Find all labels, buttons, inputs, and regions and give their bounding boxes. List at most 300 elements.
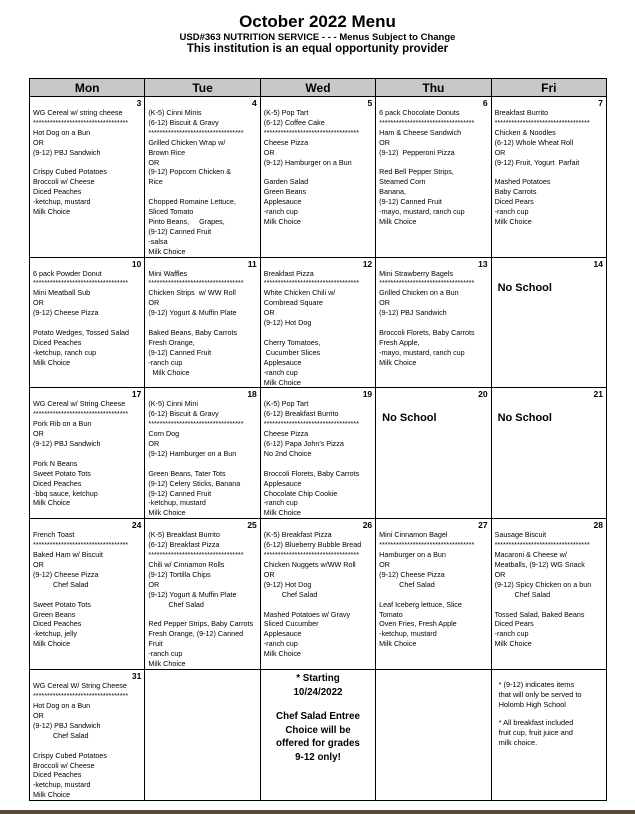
menu-item-line: Milk Choice: [148, 508, 186, 518]
menu-item-line: (9-12) Canned Fruit: [148, 488, 212, 498]
menu-item-line: **********************************: [263, 127, 359, 137]
day-cell: [376, 97, 491, 258]
menu-item-line: Diced Pears: [494, 197, 534, 207]
menu-item-line: Oven Fries, Fresh Apple: [379, 619, 457, 629]
menu-item-line: (9-12) Hamburger on a Bun: [263, 157, 352, 167]
menu-item-line: Breakfast Pizza: [263, 268, 314, 278]
menu-item-line: Milk Choice: [379, 216, 417, 226]
menu-item-line: (6-12) Whole Wheat Roll: [494, 137, 574, 147]
menu-item-line: Fresh Orange,: [148, 337, 195, 347]
menu-item-line: Cucumber Slices: [263, 347, 321, 357]
menu-item-line: -ketchup, mustard: [33, 780, 91, 790]
menu-item-line: Cheese Pizza: [263, 429, 309, 439]
menu-item-line: Chef Salad: [379, 579, 435, 589]
note-line: [499, 710, 603, 718]
menu-item-line: Green Beans: [33, 609, 76, 619]
weekday-header-row: [30, 79, 607, 97]
menu-item-line: OR: [263, 308, 275, 318]
day-cell: [145, 388, 260, 519]
menu-item-line: 6 pack Chocolate Donuts: [379, 108, 460, 117]
menu-item-line: (K-5) Breakfast Pizza: [263, 530, 332, 540]
menu-item-line: Chocolate Chip Cookie: [263, 488, 338, 498]
menu-item-line: [495, 600, 603, 610]
menu-item-line: Milk Choice: [494, 216, 532, 226]
menu-item-line: Milk Choice: [263, 216, 301, 226]
menu-item-line: -ranch cup: [494, 207, 529, 217]
menu-item-line: [379, 318, 487, 328]
menu-item-line: [33, 318, 141, 328]
menu-item-line: Corn Dog: [148, 429, 180, 439]
menu-item-line: **********************************: [263, 419, 359, 429]
menu-item-line: (9-12) PBJ Sandwich: [379, 308, 447, 318]
day-number: 12: [362, 258, 373, 269]
menu-item-line: [379, 590, 487, 600]
menu-item-line: Milk Choice: [379, 639, 417, 649]
menu-calendar-table: [29, 78, 607, 801]
menu-item-line: Mashed Potatoes: [494, 177, 551, 187]
menu-notes: [499, 680, 603, 748]
menu-item-line: French Toast: [33, 530, 75, 540]
menu-item-line: (9-12) Cheese Pizza: [33, 308, 99, 318]
menu-item-line: Macaroni & Cheese w/: [494, 550, 567, 560]
day-cell: [491, 670, 606, 801]
day-number: 21: [593, 389, 603, 400]
menu-item-line: Diced Peaches: [33, 187, 82, 197]
menu-item-line: (K-5) Pop Tart: [263, 399, 309, 409]
weekday-header-fri: Fri: [491, 79, 606, 97]
menu-item-line: Sliced Cucumber: [263, 619, 319, 629]
menu-item-line: Diced Peaches: [33, 770, 82, 780]
menu-items: [148, 530, 256, 669]
bottom-edge-bar: [0, 810, 635, 814]
menu-item-line: -ranch cup: [263, 498, 298, 508]
menu-item-line: Milk Choice: [148, 659, 186, 669]
menu-item-line: Sweet Potato Tots: [33, 599, 91, 609]
note-line: Holomb High School: [498, 700, 566, 710]
day-number: 24: [131, 520, 142, 531]
menu-item-line: **********************************: [379, 278, 475, 288]
menu-item-line: OR: [263, 147, 275, 157]
day-number: 13: [478, 258, 488, 269]
menu-item-line: Mini Meatball Sub: [33, 288, 91, 298]
menu-item-line: -ketchup, ranch cup: [33, 347, 97, 357]
menu-item-line: (6-12) Biscuit & Gravy: [148, 117, 219, 127]
menu-item-line: (9-12) Cheese Pizza: [33, 569, 99, 579]
day-cell: [491, 97, 606, 258]
day-cell: [260, 388, 375, 519]
menu-item-line: Cornbread Square: [263, 298, 323, 308]
menu-item-line: (6-12) Breakfast Burrito: [263, 409, 339, 419]
menu-item-line: Cheese Pizza: [263, 137, 309, 147]
menu-item-line: OR: [33, 298, 44, 308]
day-cell: [30, 519, 145, 670]
menu-item-line: Milk Choice: [148, 246, 186, 256]
menu-items: [148, 399, 256, 518]
day-number: 3: [136, 98, 142, 108]
menu-item-line: **********************************: [148, 550, 244, 560]
menu-item-line: Crispy Cubed Potatoes: [33, 750, 107, 760]
menu-items: [264, 269, 372, 388]
menu-item-line: **********************************: [33, 278, 129, 288]
menu-item-line: Chili w/ Cinnamon Rolls: [148, 560, 225, 570]
menu-item-line: **********************************: [263, 550, 359, 560]
menu-item-line: Chef Salad: [148, 599, 204, 609]
menu-item-line: (9-12) Pepperoni Pizza: [379, 147, 455, 157]
chef-salad-announcement: [264, 672, 372, 764]
menu-item-line: (9-12) PBJ Sandwich: [33, 147, 101, 157]
day-cell: [260, 257, 375, 388]
weekday-header-wed: Wed: [260, 79, 375, 97]
menu-item-line: White Chicken Chili w/: [263, 288, 336, 298]
announcement-line: offered for grades: [276, 738, 360, 750]
menu-item-line: Baby Carrots: [494, 187, 537, 197]
menu-item-line: **********************************: [148, 127, 244, 137]
menu-item-line: Green Beans: [263, 187, 307, 197]
menu-items: [264, 108, 372, 227]
menu-item-line: **********************************: [148, 278, 244, 288]
weekday-header-mon: Mon: [30, 79, 145, 97]
menu-item-line: -bbq sauce, ketchup: [33, 488, 98, 498]
menu-items: [379, 530, 487, 649]
menu-item-line: [33, 741, 141, 751]
menu-item-line: OR: [263, 569, 275, 579]
menu-item-line: (9-12) Yogurt & Muffin Plate: [148, 308, 237, 318]
menu-item-line: Sliced Tomato: [148, 207, 194, 217]
day-number: 11: [247, 258, 257, 269]
menu-item-line: **********************************: [33, 691, 129, 701]
menu-title: October 2022 Menu: [239, 12, 396, 31]
menu-item-line: (9-12) Canned Fruit: [379, 197, 442, 207]
day-cell: [145, 97, 260, 258]
weekday-header-tue: Tue: [145, 79, 260, 97]
menu-item-line: -salsa: [148, 236, 168, 246]
menu-item-line: Tossed Salad, Baked Beans: [494, 609, 585, 619]
menu-item-line: (9-12) Canned Fruit: [148, 226, 212, 236]
menu-item-line: Sausage Biscuit: [494, 530, 547, 540]
day-cell: [260, 670, 375, 801]
note-line: fruit cup, fruit juice and: [498, 728, 573, 738]
day-number: 17: [131, 389, 142, 400]
menu-item-line: Milk Choice: [33, 207, 71, 217]
weekday-header-thu: Thu: [376, 79, 491, 97]
announcement-line: [264, 699, 372, 710]
menu-item-line: -ketchup, mustard: [379, 629, 437, 639]
menu-item-line: (9-12) PBJ Sandwich: [33, 439, 101, 449]
week-row: [30, 519, 607, 670]
day-number: 25: [247, 520, 257, 531]
day-cell: [260, 97, 375, 258]
no-school-label: No School: [497, 412, 552, 425]
day-number: 20: [478, 389, 488, 400]
menu-item-line: (K-5) Cinni Mini: [148, 399, 198, 409]
menu-item-line: Garden Salad: [263, 177, 309, 187]
menu-item-line: (9-12) Yogurt & Muffin Plate: [148, 589, 237, 599]
note-line: * (9-12) indicates items: [498, 680, 575, 690]
menu-items: [33, 681, 141, 800]
menu-item-line: [379, 158, 487, 168]
menu-item-line: [148, 459, 256, 469]
announcement-line: Chef Salad Entree: [276, 711, 360, 723]
menu-items: [495, 108, 603, 227]
menu-item-line: [148, 318, 256, 328]
menu-item-line: (9-12) Canned Fruit: [148, 347, 212, 357]
menu-item-line: Meatballs, (9-12) WG Snack: [494, 560, 585, 570]
menu-item-line: (9-12) Hot Dog: [263, 318, 312, 328]
menu-item-line: Red Bell Pepper Strips,: [379, 167, 454, 177]
menu-item-line: Breakfast Burrito: [494, 108, 549, 117]
announcement-line: 10/24/2022: [293, 686, 343, 698]
day-cell: [145, 670, 260, 801]
menu-item-line: OR: [494, 147, 506, 157]
menu-item-line: No 2nd Choice: [263, 448, 312, 458]
day-cell: [30, 388, 145, 519]
menu-item-line: Chef Salad: [33, 579, 89, 589]
menu-item-line: Fresh Orange, (9-12) Canned: [148, 629, 244, 639]
menu-item-line: [264, 600, 372, 610]
menu-item-line: Baked Ham w/ Biscuit: [33, 550, 103, 560]
day-number: 18: [247, 389, 257, 400]
menu-item-line: Chef Salad: [263, 589, 318, 599]
week-row: [30, 97, 607, 258]
day-cell: [260, 519, 375, 670]
menu-item-line: -ranch cup: [148, 649, 183, 659]
menu-item-line: -ranch cup: [263, 639, 298, 649]
menu-item-line: (K-5) Cinni Minis: [148, 108, 202, 117]
day-number: 7: [598, 98, 603, 108]
announcement-line: Choice will be: [285, 724, 351, 736]
menu-items: [495, 530, 603, 649]
menu-item-line: OR: [33, 137, 44, 147]
menu-items: [264, 399, 372, 518]
menu-item-line: -mayo, mustard, ranch cup: [379, 207, 465, 217]
menu-item-line: [495, 167, 603, 177]
menu-item-line: [264, 459, 372, 469]
menu-item-line: (9-12) Hot Dog: [263, 579, 312, 589]
menu-item-line: -ketchup, mustard: [33, 197, 91, 207]
menu-item-line: [33, 590, 141, 600]
announcement-line: 9-12 only!: [295, 751, 341, 763]
menu-item-line: Broccoli Florets, Baby Carrots: [263, 468, 360, 478]
menu-item-line: Banana,: [379, 187, 406, 197]
menu-weeks: [30, 97, 607, 801]
menu-item-line: (9-12) Fruit, Yogurt Parfait: [494, 157, 580, 167]
menu-item-line: Mini Waffles: [148, 268, 188, 278]
menu-item-line: Steamed Corn: [379, 177, 426, 187]
menu-items: [264, 530, 372, 659]
menu-item-line: Fruit: [148, 639, 163, 649]
menu-item-line: OR: [379, 560, 390, 570]
menu-item-line: Diced Peaches: [33, 478, 82, 488]
menu-item-line: Cherry Tomatoes,: [263, 337, 321, 347]
menu-item-line: (9-12) Cheese Pizza: [379, 569, 445, 579]
menu-item-line: Mini Strawberry Bagels: [379, 268, 454, 278]
menu-item-line: Milk Choice: [263, 508, 301, 518]
no-school-label: No School: [382, 412, 437, 425]
menu-item-line: Applesauce: [263, 629, 302, 639]
day-cell: [376, 388, 491, 519]
menu-item-line: Rice: [148, 177, 163, 187]
day-cell: [376, 670, 491, 801]
menu-items: [33, 399, 141, 508]
menu-item-line: -ranch cup: [263, 367, 298, 377]
menu-item-line: WG Cereal W/ String Cheese: [33, 681, 127, 691]
menu-item-line: [33, 158, 141, 168]
menu-item-line: -ranch cup: [148, 357, 183, 367]
menu-item-line: Hamburger on a Bun: [379, 550, 446, 560]
day-cell: [491, 388, 606, 519]
menu-item-line: (9-12) Tortilla Chips: [148, 569, 211, 579]
day-cell: [145, 519, 260, 670]
day-number: 28: [593, 520, 603, 531]
menu-item-line: Potato Wedges, Tossed Salad: [33, 328, 130, 337]
menu-item-line: Hot Dog on a Bun: [33, 701, 91, 711]
menu-item-line: [148, 187, 256, 197]
menu-item-line: Ham & Cheese Sandwich: [379, 127, 462, 137]
week-row: [30, 670, 607, 801]
menu-item-line: Milk Choice: [33, 498, 71, 508]
menu-item-line: OR: [148, 157, 160, 167]
menu-item-line: Milk Choice: [379, 357, 417, 367]
menu-item-line: **********************************: [379, 540, 475, 550]
menu-item-line: Green Beans, Tater Tots: [148, 468, 226, 478]
no-school-label: No School: [497, 281, 552, 294]
menu-item-line: Milk Choice: [263, 377, 301, 387]
menu-item-line: Pork N Beans: [33, 458, 78, 468]
menu-items: [379, 108, 487, 227]
week-row: [30, 388, 607, 519]
day-number: 31: [131, 671, 142, 682]
day-number: 19: [362, 389, 373, 400]
menu-item-line: Milk Choice: [263, 649, 301, 659]
menu-item-line: (9-12) Spicy Chicken on a bun: [494, 579, 592, 589]
menu-item-line: Applesauce: [263, 197, 302, 207]
menu-item-line: **********************************: [379, 117, 475, 127]
day-cell: [30, 670, 145, 801]
menu-item-line: (6-12) Coffee Cake: [263, 117, 325, 127]
menu-item-line: OR: [494, 569, 506, 579]
menu-item-line: Sweet Potato Tots: [33, 468, 91, 478]
menu-item-line: Tomato: [379, 609, 403, 619]
menu-item-line: (6-12) Blueberry Bubble Bread: [263, 540, 362, 550]
menu-item-line: (9-12) Hamburger on a Bun: [148, 448, 237, 458]
day-cell: [30, 97, 145, 258]
menu-item-line: -ketchup, jelly: [33, 629, 77, 639]
menu-item-line: Brown Rice: [148, 147, 186, 157]
menu-item-line: WG Cereal w/ String Cheese: [33, 399, 126, 409]
menu-item-line: Chef Salad: [33, 730, 89, 740]
menu-item-line: Fresh Apple,: [379, 337, 420, 347]
week-row: [30, 257, 607, 388]
menu-items: [33, 530, 141, 649]
menu-item-line: Diced Peaches: [33, 337, 82, 347]
menu-item-line: OR: [148, 439, 160, 449]
menu-item-line: **********************************: [33, 117, 129, 127]
menu-item-line: -ketchup, mustard: [148, 498, 206, 508]
menu-item-line: -ranch cup: [263, 207, 298, 217]
menu-item-line: Pinto Beans, Grapes,: [148, 216, 225, 226]
day-number: 14: [593, 258, 603, 269]
menu-item-line: Leaf Iceberg lettuce, Slice: [379, 599, 462, 609]
menu-item-line: OR: [33, 429, 44, 439]
day-number: 6: [482, 98, 488, 108]
menu-item-line: **********************************: [33, 540, 129, 550]
menu-item-line: Hot Dog on a Bun: [33, 127, 91, 137]
menu-item-line: Pork Rib on a Bun: [33, 419, 92, 429]
menu-item-line: [264, 328, 372, 338]
menu-item-line: **********************************: [33, 409, 129, 419]
menu-item-line: [264, 167, 372, 177]
day-number: 5: [367, 98, 373, 108]
menu-item-line: Milk Choice: [494, 639, 532, 649]
menu-items: [148, 269, 256, 378]
menu-item-line: Milk Choice: [33, 790, 71, 800]
day-cell: [376, 257, 491, 388]
menu-item-line: OR: [33, 560, 44, 570]
menu-item-line: WG Cereal w/ string cheese: [33, 108, 123, 117]
day-number: 10: [131, 258, 142, 269]
equal-opportunity-statement: This institution is an equal opportunity provider: [186, 43, 449, 55]
menu-item-line: Grilled Chicken on a Bun: [379, 288, 459, 298]
menu-item-line: Baked Beans, Baby Carrots: [148, 328, 238, 337]
menu-item-line: -ranch cup: [494, 629, 529, 639]
menu-items: [148, 108, 256, 257]
menu-item-line: Milk Choice: [33, 357, 71, 367]
menu-item-line: Red Pepper Strips, Baby Carrots: [148, 619, 254, 629]
menu-item-line: Chef Salad: [494, 589, 551, 599]
menu-item-line: OR: [379, 137, 390, 147]
day-cell: [145, 257, 260, 388]
menu-item-line: Chopped Romaine Lettuce,: [148, 197, 236, 207]
menu-item-line: Chicken Strips w/ WW Roll: [148, 288, 236, 298]
menu-item-line: Diced Pears: [494, 619, 534, 629]
menu-item-line: -mayo, mustard, ranch cup: [379, 347, 465, 357]
note-line: milk choice.: [498, 738, 538, 748]
menu-item-line: **********************************: [263, 278, 359, 288]
menu-item-line: Broccoli Florets, Baby Carrots: [379, 328, 475, 337]
menu-item-line: Broccoli w/ Cheese: [33, 177, 95, 187]
day-cell: [30, 257, 145, 388]
menu-item-line: **********************************: [148, 419, 244, 429]
menu-subtitle: USD#363 NUTRITION SERVICE - - - Menus Subject to Change: [179, 32, 456, 43]
day-number: 27: [478, 520, 488, 531]
menu-items: [33, 269, 141, 368]
announcement-line: * Starting: [296, 673, 340, 685]
menu-item-line: Mini Cinnamon Bagel: [379, 530, 448, 540]
menu-item-line: Mashed Potatoes w/ Gravy: [263, 609, 351, 619]
menu-item-line: Crispy Cubed Potatoes: [33, 167, 107, 177]
menu-item-line: (K-5) Breakfast Burrito: [148, 530, 220, 540]
menu-item-line: Diced Peaches: [33, 619, 82, 629]
menu-item-line: (9-12) Popcorn Chicken &: [148, 167, 232, 177]
menu-item-line: OR: [379, 298, 390, 308]
day-number: 4: [252, 98, 257, 108]
note-line: * All breakfast included: [498, 718, 574, 728]
menu-items: [33, 108, 141, 217]
day-number: 26: [362, 520, 373, 531]
menu-item-line: 6 pack Powder Donut: [33, 268, 102, 278]
menu-item-line: **********************************: [494, 540, 590, 550]
menu-item-line: [148, 610, 256, 620]
note-line: that will only be served to: [498, 690, 582, 700]
menu-item-line: Milk Choice: [148, 367, 190, 377]
menu-item-line: (6-12) Papa John's Pizza: [263, 439, 344, 449]
menu-item-line: (K-5) Pop Tart: [263, 108, 309, 117]
menu-item-line: OR: [148, 579, 160, 589]
menu-item-line: (6-12) Biscuit & Gravy: [148, 409, 219, 419]
menu-item-line: Applesauce: [263, 357, 302, 367]
menu-item-line: (9-12) PBJ Sandwich: [33, 720, 101, 730]
menu-header: [0, 0, 635, 56]
